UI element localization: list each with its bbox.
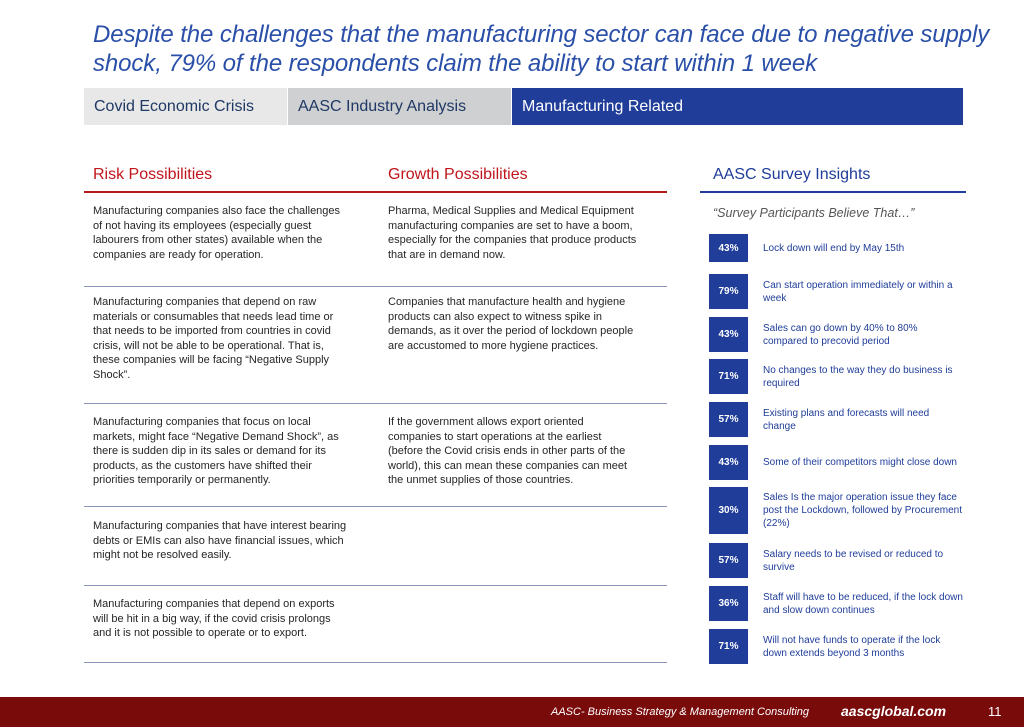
insight-text: Can start operation immediately or within a week [763,279,953,304]
row-divider [84,506,667,507]
insight-percent-badge: 43% [709,234,748,262]
insight-item [709,586,969,621]
row-divider [84,662,667,663]
insight-percent-badge: 30% [709,487,748,534]
risk-heading: Risk Possibilities [93,166,213,183]
insight-item [709,402,969,437]
insight-text: Some of their competitors might close down [763,457,957,468]
insight-percent-badge: 57% [709,402,748,437]
insight-text: Lock down will end by May 15th [763,242,905,254]
section-tabs [84,88,963,125]
row-divider [84,286,667,287]
tab-aasc-industry-analysis[interactable]: AASC Industry Analysis [288,88,511,125]
risk-item: Manufacturing companies that have interest bearing debts or EMIs can also have financial issues, which might not be resolved easily. [93,520,347,562]
insight-text: Sales Is the major operation issue they face post the Lockdown, followed by Procurement (22%) [763,492,962,529]
header-divider [84,191,667,193]
tab-covid-economic-crisis[interactable]: Covid Economic Crisis [84,88,287,125]
growth-item: Pharma, Medical Supplies and Medical Equipment manufacturing companies are set to have a boom, especially for the companies that produce products that are in demand now. [388,205,637,261]
insight-item [709,487,969,534]
insight-text: Existing plans and forecasts will need change [763,407,930,432]
insight-percent-badge: 57% [709,543,748,578]
insight-item [709,445,969,480]
insight-percent-badge: 71% [709,629,748,664]
insight-percent-badge: 43% [709,445,748,480]
insight-item [709,234,969,262]
insight-text: No changes to the way they do business is required [763,364,953,389]
insight-item [709,543,969,578]
page-number: 11 [988,704,1002,719]
growth-item: If the government allows export oriented companies to start operations at the earliest (before the Covid crisis ends in other parts of the world), this can mean these companies can meet the unmet supplies of those countries. [388,416,628,487]
risk-item: Manufacturing companies that focus on local markets, might face “Negative Demand Shock”, as there is sudden dip in its sales or demand for its products, as the customers have shifted their priorities temporarily or permanently. [93,416,339,487]
insight-percent-badge: 71% [709,359,748,394]
page-title: Despite the challenges that the manufacturing sector can face due to negative supply shock, 79% of the respondents claim the ability to start within 1 week [93,21,990,77]
footer-website-link[interactable]: aascglobal.com [841,703,947,719]
growth-item: Companies that manufacture health and hygiene products can also expect to witness spike in demands, as it over the period of lockdown people are accustomed to more hygiene practices. [388,296,634,352]
tab-manufacturing-related[interactable]: Manufacturing Related [512,88,963,125]
insight-text: Staff will have to be reduced, if the lock down and slow down continues [763,591,963,616]
insight-item [709,359,969,394]
insight-text: Salary needs to be revised or reduced to survive [763,548,944,573]
insight-item [709,629,969,664]
risk-item: Manufacturing companies that depend on exports will be hit in a big way, if the covid crisis prolongs and it is not possible to operate or to export. [93,598,335,640]
insight-item [709,317,969,352]
insight-percent-badge: 79% [709,274,748,309]
risk-item: Manufacturing companies that depend on raw materials or consumables that needs lead time or that needs to be imported from countries in covid crisis, will not be able to be operational. That is, these companies will be facing “Negative Supply Shock”. [93,296,334,381]
insights-heading: AASC Survey Insights [713,166,871,183]
insight-item [709,274,969,309]
insight-percent-badge: 43% [709,317,748,352]
insight-text: Will not have funds to operate if the lock down extends beyond 3 months [763,634,941,659]
risk-item: Manufacturing companies also face the challenges of not having its employees (especially guest labourers from other states) available when the companies are ready for operation. [93,205,341,261]
insights-divider [700,191,966,193]
row-divider [84,403,667,404]
insights-subheading: “Survey Participants Believe That…” [713,206,915,220]
footer-tagline: AASC- Business Strategy & Management Consulting [551,706,810,718]
insight-text: Sales can go down by 40% to 80% compared to precovid period [763,322,918,347]
row-divider [84,585,667,586]
growth-heading: Growth Possibilities [388,166,528,183]
insight-percent-badge: 36% [709,586,748,621]
